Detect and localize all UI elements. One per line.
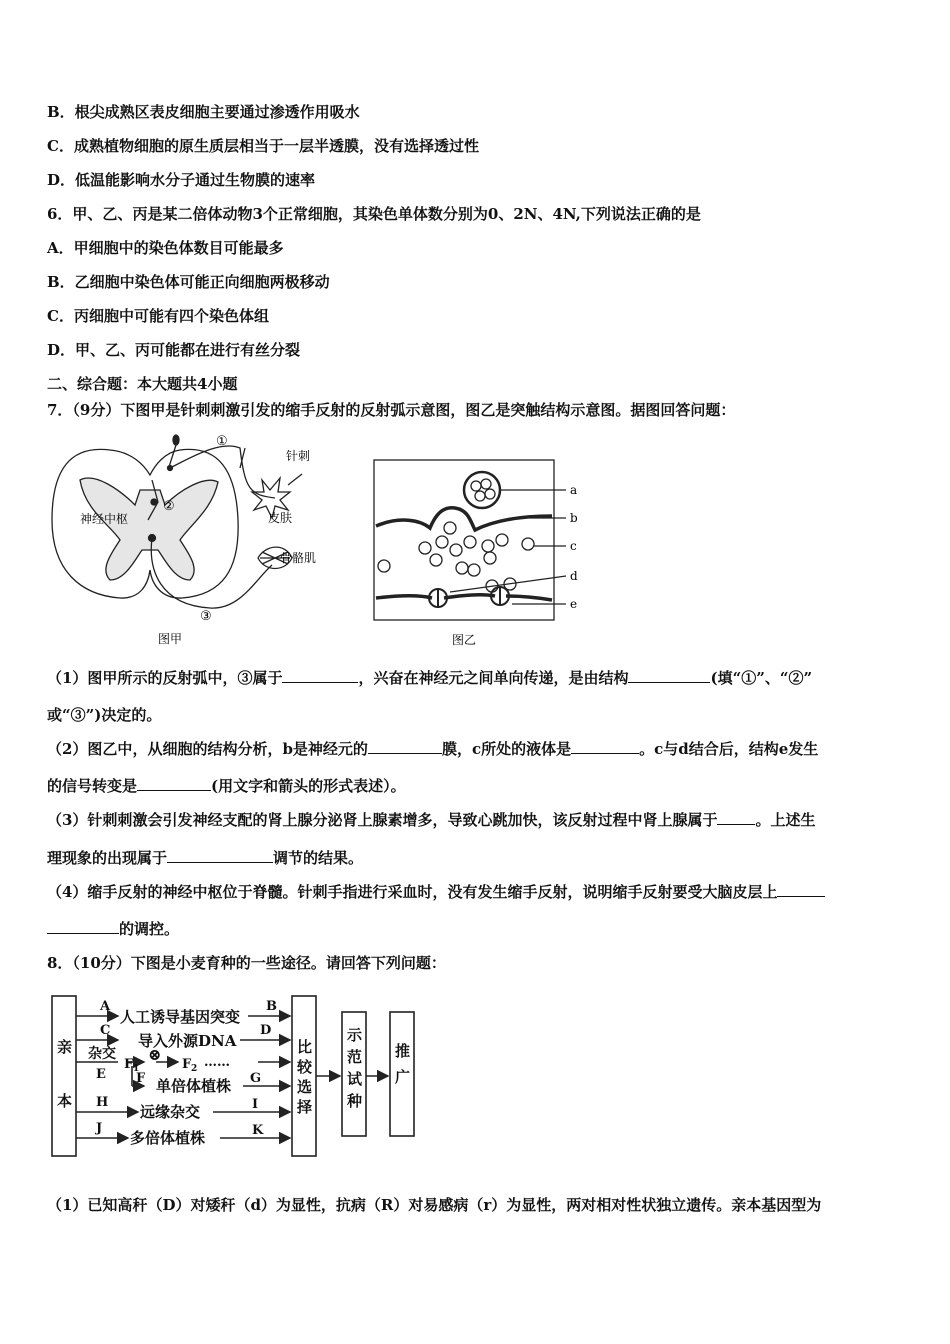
- label-muscle: 骨骼肌: [280, 551, 317, 565]
- row5-text: 远缘杂交: [140, 1103, 201, 1121]
- figure-synapse: [370, 458, 600, 654]
- section-heading: 二、综合题：本大题共4小题: [47, 375, 238, 393]
- f1-sub: 1: [133, 1064, 140, 1074]
- label-B: B: [266, 999, 277, 1014]
- q7-part2-line2: 的信号转变是 (用文字和箭头的形式表述）。: [47, 777, 406, 795]
- row4-text: 单倍体植株: [156, 1077, 232, 1095]
- q7-part2-line1: （2）图乙中，从细胞的结构分析，b是神经元的 膜，c所处的液体是 。c与d结合后，结构e发生: [47, 740, 819, 758]
- figure-reflex-arc: [40, 430, 340, 650]
- caption-fig-b: 图乙: [452, 633, 477, 647]
- q7-part3-line1: （3）针刺刺激会引发神经支配的肾上腺分泌肾上腺素增多，导致心跳加快，该反射过程中肾上腺属于 。上述生: [47, 811, 816, 829]
- answer-blank[interactable]: [628, 668, 710, 683]
- q7-part1-line1: （1）图甲所示的反射弧中，③属于 ，兴奋在神经元之间单向传递，是由结构 (填“①”、“②”: [47, 669, 813, 687]
- q7-part4-line1: （4）缩手反射的神经中枢位于脊髓。针刺手指进行采血时，没有发生缩手反射，说明缩手反射要受大脑皮层上: [47, 882, 825, 902]
- f2-sub: 2: [191, 1064, 198, 1074]
- f2-label: F: [182, 1057, 192, 1072]
- compare-char-3: 选: [297, 1078, 313, 1096]
- q5-option-d: D．低温能影响水分子通过生物膜的速率: [47, 171, 316, 189]
- answer-blank[interactable]: [717, 810, 755, 825]
- promote-char-1: 推: [395, 1042, 411, 1060]
- compare-char-1: 比: [297, 1038, 313, 1056]
- q7-part3-line2: 理现象的出现属于 调节的结果。: [47, 849, 364, 867]
- answer-blank[interactable]: [571, 739, 639, 754]
- q6-stem: 6．甲、乙、丙是某二倍体动物3个正常细胞，其染色单体数分别为0、2N、4N,下列说法正确的是: [47, 205, 701, 223]
- label-I: I: [252, 1097, 259, 1112]
- q6-option-d: D．甲、乙、丙可能都在进行有丝分裂: [47, 341, 301, 359]
- label-needle: 针刺: [286, 449, 311, 463]
- row1-text: 人工诱导基因突变: [120, 1008, 241, 1026]
- label-e: e: [570, 597, 578, 611]
- self-cross-icon: ⊗: [148, 1045, 162, 1064]
- answer-blank[interactable]: [167, 848, 273, 863]
- demo-char-2: 范: [347, 1048, 363, 1066]
- f2-dots: ……: [204, 1055, 230, 1070]
- label-center: 神经中枢: [80, 512, 129, 526]
- compare-char-4: 择: [297, 1098, 313, 1116]
- row6-text: 多倍体植株: [130, 1129, 206, 1147]
- parent-char-1: 亲: [57, 1038, 73, 1056]
- label-c: c: [570, 539, 577, 553]
- q5-option-b: B．根尖成熟区表皮细胞主要通过渗透作用吸水: [47, 103, 360, 121]
- compare-char-2: 较: [297, 1058, 313, 1076]
- q7-part4-line2: 的调控。: [47, 919, 179, 939]
- label-n1: ①: [216, 434, 228, 449]
- q6-option-c: C．丙细胞中可能有四个染色体组: [47, 307, 269, 325]
- grey-matter: [80, 478, 218, 580]
- q8-part1: （1）已知高秆（D）对矮秆（d）为显性，抗病（R）对易感病（r）为显性，两对相对性状独立遗传。亲本基因型为: [47, 1196, 822, 1214]
- q8-stem: 8．（10分）下图是小麦育种的一些途径。请回答下列问题：: [47, 954, 446, 972]
- label-G: G: [250, 1071, 262, 1086]
- parent-char-2: 本: [57, 1092, 73, 1110]
- demo-char-4: 种: [347, 1092, 363, 1110]
- answer-blank[interactable]: [137, 776, 211, 791]
- q7-stem: 7．（9分）下图甲是针刺刺激引发的缩手反射的反射弧示意图，图乙是突触结构示意图。据图回答问题：: [47, 401, 736, 419]
- label-A: A: [100, 999, 111, 1014]
- label-F: F: [136, 1071, 146, 1086]
- caption-fig-a: 图甲: [158, 632, 183, 646]
- label-n3: ③: [200, 609, 212, 624]
- label-a: a: [570, 483, 578, 497]
- label-skin: 皮肤: [268, 511, 293, 525]
- f1-label: F: [124, 1057, 134, 1072]
- label-H: H: [96, 1095, 109, 1110]
- row3-cross: 杂交: [88, 1046, 116, 1062]
- label-K: K: [252, 1123, 264, 1138]
- row2-text: 导入外源DNA: [138, 1032, 237, 1050]
- label-b: b: [570, 511, 578, 525]
- q5-option-c: C．成熟植物细胞的原生质层相当于一层半透膜，没有选择透过性: [47, 137, 479, 155]
- label-J: J: [96, 1121, 103, 1136]
- demo-char-1: 示: [347, 1026, 363, 1044]
- answer-blank[interactable]: [777, 882, 825, 897]
- label-d: d: [570, 569, 578, 583]
- promote-char-2: 广: [395, 1068, 411, 1086]
- label-n2: ②: [163, 499, 175, 514]
- answer-blank[interactable]: [368, 739, 442, 754]
- label-E: E: [96, 1067, 106, 1082]
- q6-option-b: B．乙细胞中染色体可能正向细胞两极移动: [47, 273, 330, 291]
- label-C: C: [100, 1023, 111, 1038]
- answer-blank[interactable]: [282, 668, 358, 683]
- q6-option-a: A．甲细胞中的染色体数目可能最多: [47, 239, 284, 257]
- q7-part1-line2: 或“③”)决定的。: [47, 706, 162, 724]
- breeding-diagram: [48, 988, 428, 1163]
- answer-blank[interactable]: [47, 919, 119, 934]
- label-D: D: [260, 1023, 272, 1038]
- demo-char-3: 试: [347, 1070, 363, 1088]
